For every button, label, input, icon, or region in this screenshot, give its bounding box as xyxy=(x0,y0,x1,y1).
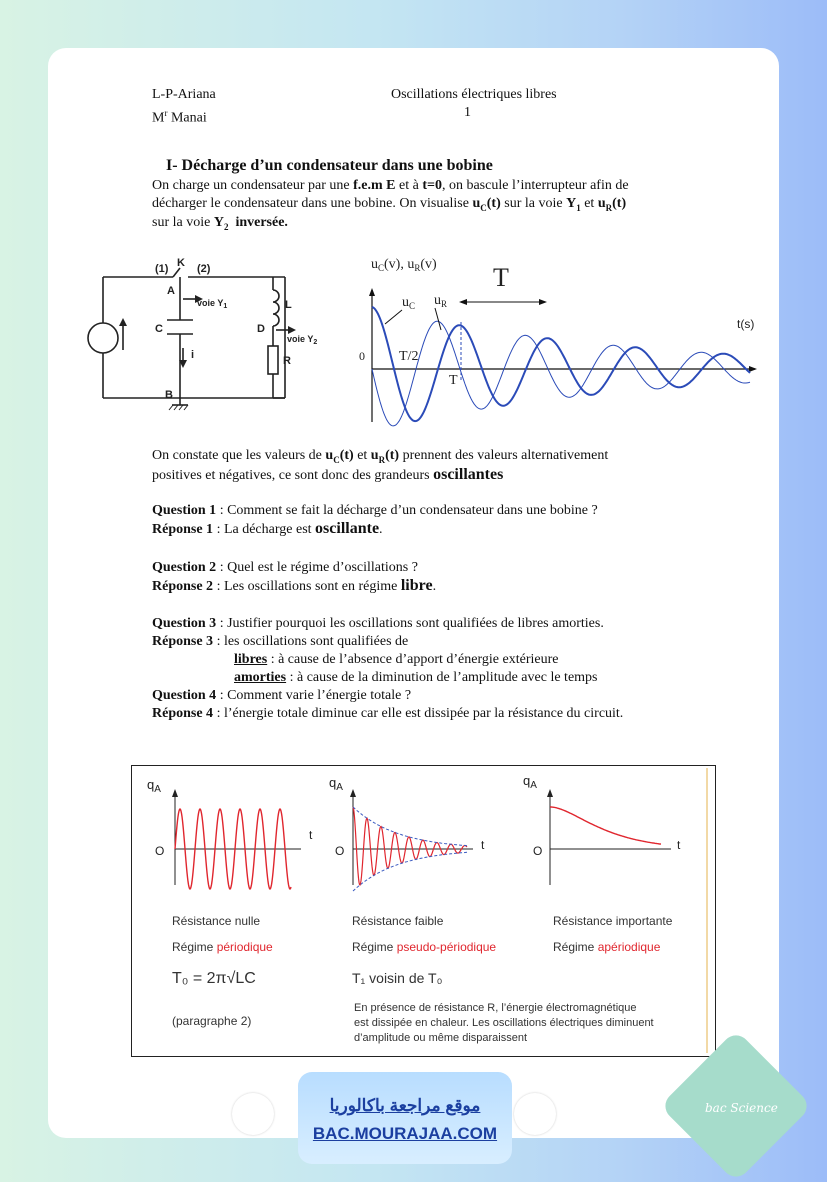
section-title: I- Décharge d’un condensateur dans une bobine xyxy=(166,157,493,174)
circuit-diagram xyxy=(85,250,330,420)
p3-resistance: Résistance importante xyxy=(553,914,673,928)
question-2: Question 2 : Quel est le régime d’oscillations ? xyxy=(152,560,418,575)
answer-4: Réponse 4 : l’énergie totale diminue car elle est dissipée par la résistance du circuit. xyxy=(152,706,624,721)
answer-2: Réponse 2 : Les oscillations sont en régime libre. xyxy=(152,577,437,594)
p2-resistance: Résistance faible xyxy=(352,914,444,928)
circuit-label-D: D xyxy=(257,323,265,335)
p2-regime: Régime pseudo-périodique xyxy=(352,940,497,954)
question-1: Question 1 : Comment se fait la décharge d’un condensateur dans une bobine ? xyxy=(152,503,598,518)
footer-banner[interactable] xyxy=(298,1072,512,1164)
header-school: L-P-Ariana xyxy=(152,87,216,102)
circuit-voie1: voie $Y_1$ xyxy=(197,298,228,310)
intro-line-2: décharger le condensateur dans une bobine. On visualise $u_C(t)$ sur la voie $Y_1$ et $u_R(t)$ xyxy=(152,196,627,213)
p2-note-2: est dissipée en chaleur. Les oscillations électriques diminuent xyxy=(354,1017,654,1029)
circuit-label-K: K xyxy=(177,257,185,269)
footer-site-link[interactable]: BAC.MOURAJAA.COM xyxy=(312,1124,498,1143)
half-period-label: T/2 xyxy=(399,349,419,364)
t-label-3: t xyxy=(677,838,681,852)
observation-line-2: positives et négatives, ce sont donc des grandeurs oscillantes xyxy=(152,466,504,483)
envelope-lower xyxy=(353,852,467,891)
uc-label: $u_C$ xyxy=(402,295,416,311)
circuit-label-1: (1) xyxy=(155,263,169,275)
answer-3: Réponse 3 : les oscillations sont qualifiées de xyxy=(152,634,409,649)
graph-origin: 0 xyxy=(359,349,365,363)
footer-logo-left xyxy=(232,1093,274,1135)
circuit-label-L: L xyxy=(285,299,292,311)
footer-arabic-title[interactable]: موقع مراجعة باكالوريا xyxy=(329,1096,481,1115)
answer-1: Réponse 1 : La décharge est oscillante. xyxy=(152,520,383,537)
circuit-label-C: C xyxy=(155,323,163,335)
uc-curve xyxy=(372,307,750,421)
regimes-plots xyxy=(131,765,714,895)
observation-line-1: On constate que les valeurs de $u_C(t)$ et $u_R(t)$ prennent des valeurs alternativement xyxy=(152,448,609,465)
p1-note: (paragraphe 2) xyxy=(172,1014,252,1028)
p2-formula: T₁ voisin de T₀ xyxy=(352,970,443,986)
intro-line-3: sur la voie $Y_2$ inversée. xyxy=(152,215,288,232)
intro-line-1: On charge un condensateur par une f.e.m E et à t=0, on bascule l’interrupteur afin de xyxy=(152,178,629,193)
pseudo-periodic-curve xyxy=(353,807,467,885)
p2-note-3: d’amplitude ou même disparaissent xyxy=(354,1032,528,1044)
oscillation-graph xyxy=(345,250,765,428)
graph-xlabel: t(s) xyxy=(737,317,755,331)
period-small-label: T xyxy=(449,373,458,388)
p3-regime: Régime apériodique xyxy=(553,940,661,954)
origin-1: O xyxy=(155,844,165,858)
ur-label: $u_R$ xyxy=(434,293,448,309)
answer-3-libres: libres : à cause de l’absence d’apport d’énergie extérieure xyxy=(234,652,559,667)
circuit-label-2: (2) xyxy=(197,263,211,275)
aperiodic-curve xyxy=(550,807,661,844)
origin-3: O xyxy=(533,844,543,858)
p1-formula: T₀ = 2π√LC xyxy=(172,970,256,987)
qa-label-1: $q_A$ xyxy=(147,777,161,795)
p1-regime: Régime périodique xyxy=(172,940,273,954)
origin-2: O xyxy=(335,844,345,858)
t-label-1: t xyxy=(309,828,313,842)
question-3: Question 3 : Justifier pourquoi les oscillations sont qualifiées de libres amorties. xyxy=(152,616,604,631)
header-title: Oscillations électriques libres xyxy=(391,87,557,102)
bac-science-badge-text: bac Science xyxy=(705,1101,778,1115)
circuit-voie2: voie $Y_2$ xyxy=(287,334,318,346)
p2-note-1: En présence de résistance R, l’énergie électromagnétique xyxy=(354,1002,637,1014)
qa-label-2: $q_A$ xyxy=(329,775,343,793)
ur-curve xyxy=(372,321,750,426)
graph-ylabel: $u_C(v)$, $u_R(v)$ xyxy=(371,257,437,273)
circuit-label-i: i xyxy=(191,349,195,361)
circuit-label-B: B xyxy=(165,389,173,401)
answer-3-amorties: amorties : à cause de la diminution de l’amplitude avec le temps xyxy=(234,670,598,685)
page-number: 1 xyxy=(464,105,471,120)
circuit-label-R: R xyxy=(283,355,291,367)
period-label: T xyxy=(493,263,509,292)
question-4: Question 4 : Comment varie l’énergie totale ? xyxy=(152,688,412,703)
p1-resistance: Résistance nulle xyxy=(172,914,261,928)
circuit-label-A: A xyxy=(167,285,175,297)
t-label-2: t xyxy=(481,838,485,852)
header-teacher: $M^r$ Manai xyxy=(152,108,207,126)
qa-label-3: $q_A$ xyxy=(523,773,537,791)
